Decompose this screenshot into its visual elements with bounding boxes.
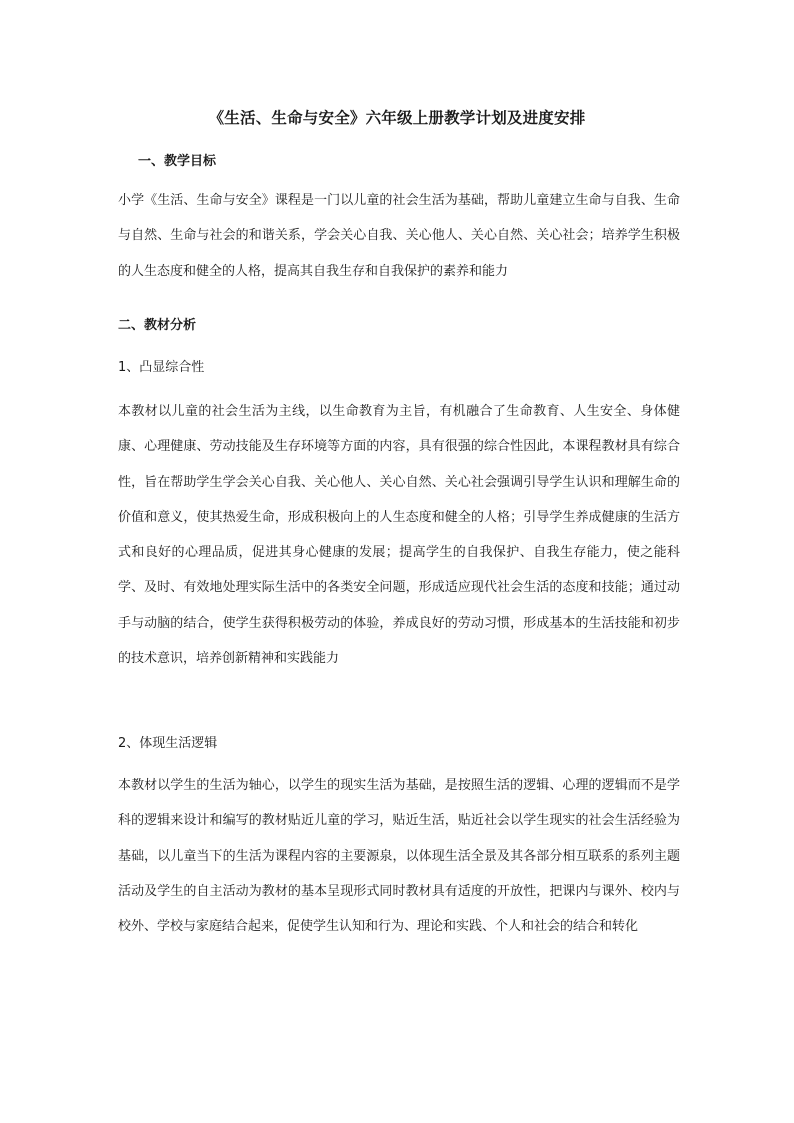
paragraph-life-logic: 本教材以学生的生活为轴心，以学生的现实生活为基础，是按照生活的逻辑、心理的逻辑而不是学科的逻辑来设计和编写的教材贴近儿童的学习，贴近生活，贴近社会以学生现实的社会生活经验为基础，以儿童当下的生活为课程内容的主要源泉，以体现生活全景及其各部分相互联系的系列主题活动及学生的自主活动为教材的基本呈现形式同时教材具有适度的开放性，把课内与课外、校内与校外、学校与家庭结合起来，促使学生认知和行为、理论和实践、个人和社会的结合和转化 bbox=[118, 778, 680, 935]
paragraph-teaching-goals: 小学《生活、生命与安全》课程是一门以儿童的社会生活为基础，帮助儿童建立生命与自我、生命与自然、生命与社会的和谐关系，学会关心自我、关心他人、关心自然、关心社会；培养学生积极的人生态度和健全的人格，提高其自我生存和自我保护的素养和能力 bbox=[118, 193, 680, 279]
paragraph-comprehensiveness: 本教材以儿童的社会生活为主线，以生命教育为主旨，有机融合了生命教育、人生安全、身体健康、心理健康、劳动技能及生存环境等方面的内容，具有很强的综合性因此，本课程教材具有综合性，旨在帮助学生学会关心自我、关心他人、关心自然、关心社会强调引导学生认识和理解生命的价值和意义，使其热爱生命，形成积极向上的人生态度和健全的人格；引导学生养成健康的生活方式和良好的心理品质，促进其身心健康的发展；提高学生的自我保护、自我生存能力，使之能科学、及时、有效地处理实际生活中的各类安全问题，形成适应现代社会生活的态度和技能；通过动手与动脑的结合，使学生获得积极劳动的体验，养成良好的劳动习惯，形成基本的生活技能和初步的技术意识，培养创新精神和实践能力 bbox=[118, 404, 680, 667]
section-heading-teaching-goals: 一、教学目标 bbox=[138, 154, 217, 169]
document-title: 《生活、生命与安全》六年级上册教学计划及进度安排 bbox=[208, 109, 586, 127]
section-heading-textbook-analysis: 二、教材分析 bbox=[118, 318, 197, 333]
subsection-heading-comprehensiveness: 1、凸显综合性 bbox=[118, 360, 205, 375]
subsection-heading-life-logic: 2、体现生活逻辑 bbox=[118, 736, 218, 751]
